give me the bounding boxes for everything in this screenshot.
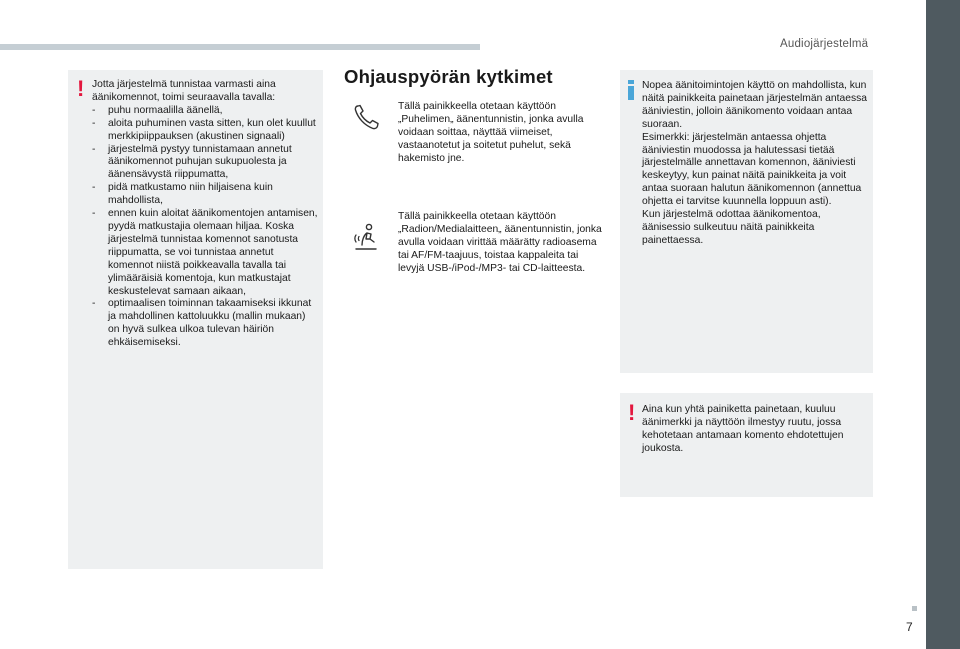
- page-title: Ohjauspyörän kytkimet: [344, 66, 553, 87]
- voice-button-description: Tällä painikkeella otetaan käyttöön „Radion/Medialaitteen„ äänentunnistin, jonka avulla voidaan virittää määrätty radioasema tai AF/FM-taajuus, toistaa kappaleita tai levyjä USB-/iPod-/MP3- tai CD-laitteesta.: [398, 211, 602, 274]
- tips-content: [92, 79, 318, 350]
- continuation-mark: [912, 606, 917, 611]
- info-paragraph: Nopea äänitoimintojen käyttö on mahdollista, kun näitä painikkeita painetaan järjestelmän antaessa ääniviestin, jolloin äänikomento voidaan antaa suoraan.: [642, 80, 867, 130]
- phone-button-description: Tällä painikkeella otetaan käyttöön „Puhelimen„ äänentunnistin, jonka avulla voidaan soittaa, näyttää viimeiset, vastaanotetut ja soitetut puhelut, sekä hakemisto jne.: [398, 101, 584, 164]
- page-edge-strip: [926, 0, 960, 649]
- section-title: Audiojärjestelmä: [780, 38, 869, 50]
- list-item: - järjestelmä pystyy tunnistamaan annetut äänikomennot puhujan sukupuolesta ja äänensävystä riippumatta,: [92, 144, 318, 183]
- info-content: [642, 80, 870, 248]
- warning-icon: !: [628, 400, 636, 425]
- tips-list: [92, 105, 318, 350]
- list-item: - aloita puhuminen vasta sitten, kun olet kuullut merkkipiippauksen (akustinen signaali): [92, 118, 318, 144]
- list-item: - optimaalisen toiminnan takaamiseksi ikkunat ja mahdollinen kattoluukku (mallin mukaan) on hyvä sulkea ulkoa tulevan häiriön ehkäisemiseksi.: [92, 298, 318, 350]
- phone-icon: [352, 102, 382, 132]
- warning-icon: !: [77, 76, 85, 101]
- info-paragraph: Esimerkki: järjestelmän antaessa ohjetta ääniviestin muodossa ja halutessasi tietää järjestelmälle annettavan komennon, ääniviesti keskeytyy, kun painat näitä painikkeita ja voit antaa suoraan halutun äänikomennon (annettua ohjetta ei tarvitse kuunnella loppuun asti).: [642, 131, 862, 208]
- voice-command-icon: [352, 222, 382, 252]
- header-rule: [0, 44, 480, 50]
- info-icon: [628, 80, 634, 100]
- info-paragraph: Kun järjestelmä odottaa äänikomentoa, äänisessio sulkeutuu näitä painikkeita painettaessa.: [642, 209, 821, 246]
- list-item: - pidä matkustamo niin hiljaisena kuin mahdollista,: [92, 182, 318, 208]
- page-number: 7: [906, 620, 913, 634]
- tips-intro: Jotta järjestelmä tunnistaa varmasti aina äänikomennot, toimi seuraavalla tavalla:: [92, 79, 276, 103]
- list-item: - puhu normaalilla äänellä,: [92, 105, 318, 118]
- list-item: - ennen kuin aloitat äänikomentojen antamisen, pyydä matkustajia olemaan hiljaa. Koska järjestelmä tunnistaa komennot sanotusta riippumatta, se voi tunnistaa annetut komennot niistä poikkeavalla tavalla tai ylimääräisiä komentoja, kun matkustajat keskustelevat samaan aikaan,: [92, 208, 318, 298]
- warning-text: Aina kun yhtä painiketta painetaan, kuuluu äänimerkki ja näyttöön ilmestyy ruutu, jossa kehotetaan antamaan komento ehdotettujen joukosta.: [642, 404, 844, 454]
